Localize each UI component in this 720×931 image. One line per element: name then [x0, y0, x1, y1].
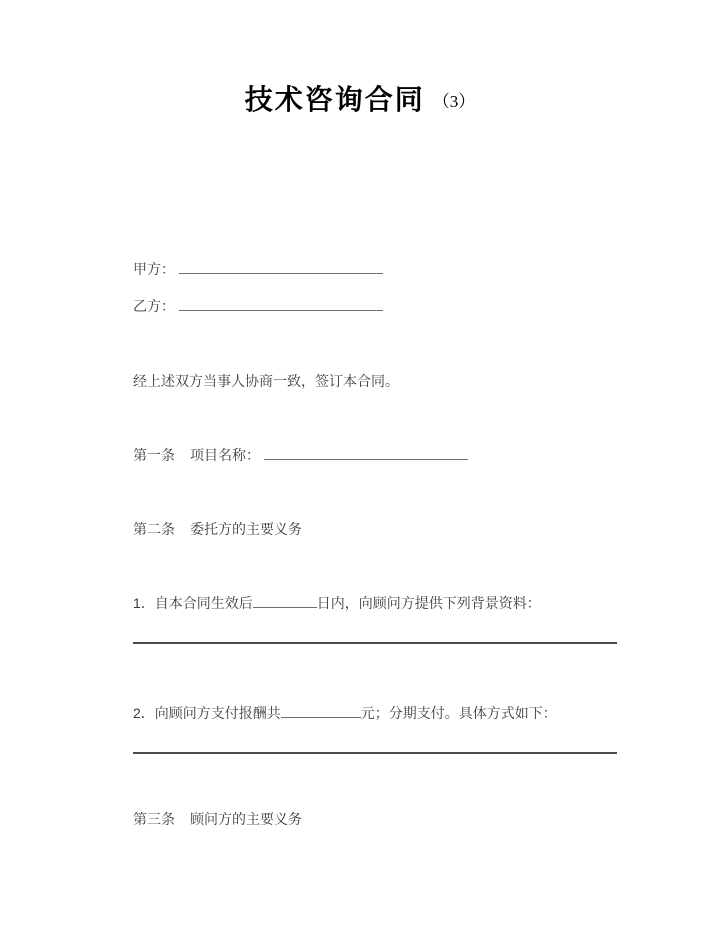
- intro-text: 经上述双方当事人协商一致，签订本合同。: [133, 373, 399, 389]
- days-blank-field: [253, 593, 317, 608]
- party-b-blank-field: [179, 296, 383, 311]
- party-b-label: 乙方：: [133, 298, 175, 314]
- party-b-row: [133, 296, 383, 315]
- contract-title-text: 技术咨询合同: [244, 85, 425, 116]
- article-3-heading: 第三条: [133, 811, 175, 827]
- clause-2-row: [133, 703, 557, 722]
- clause-1-suffix: 日内，向顾问方提供下列背景资料：: [316, 595, 541, 611]
- article-1-label: 项目名称：: [190, 447, 260, 463]
- clause-1-prefix: 1．自本合同生效后: [133, 595, 253, 611]
- article-2-row: [133, 520, 302, 538]
- clause-2-suffix: 元；分期支付。具体方式如下：: [360, 705, 557, 721]
- contract-title: [0, 78, 720, 118]
- amount-blank-field: [281, 703, 361, 718]
- intro-paragraph: [133, 372, 399, 390]
- clause-2-prefix: 2．向顾问方支付报酬共: [133, 705, 281, 721]
- fill-in-line-2: [133, 752, 617, 754]
- article-1-row: [133, 445, 468, 464]
- party-a-row: [133, 259, 383, 278]
- clause-1-row: [133, 593, 541, 612]
- party-a-label: 甲方：: [133, 261, 175, 277]
- party-a-blank-field: [179, 259, 383, 274]
- contract-title-number: （3）: [432, 92, 476, 111]
- project-name-blank-field: [264, 445, 468, 460]
- fill-in-line-1: [133, 642, 617, 644]
- article-2-title: 委托方的主要义务: [190, 521, 302, 537]
- article-2-heading: 第二条: [133, 521, 175, 537]
- article-3-row: [133, 810, 302, 828]
- article-3-title: 顾问方的主要义务: [190, 811, 302, 827]
- article-1-heading: 第一条: [133, 447, 175, 463]
